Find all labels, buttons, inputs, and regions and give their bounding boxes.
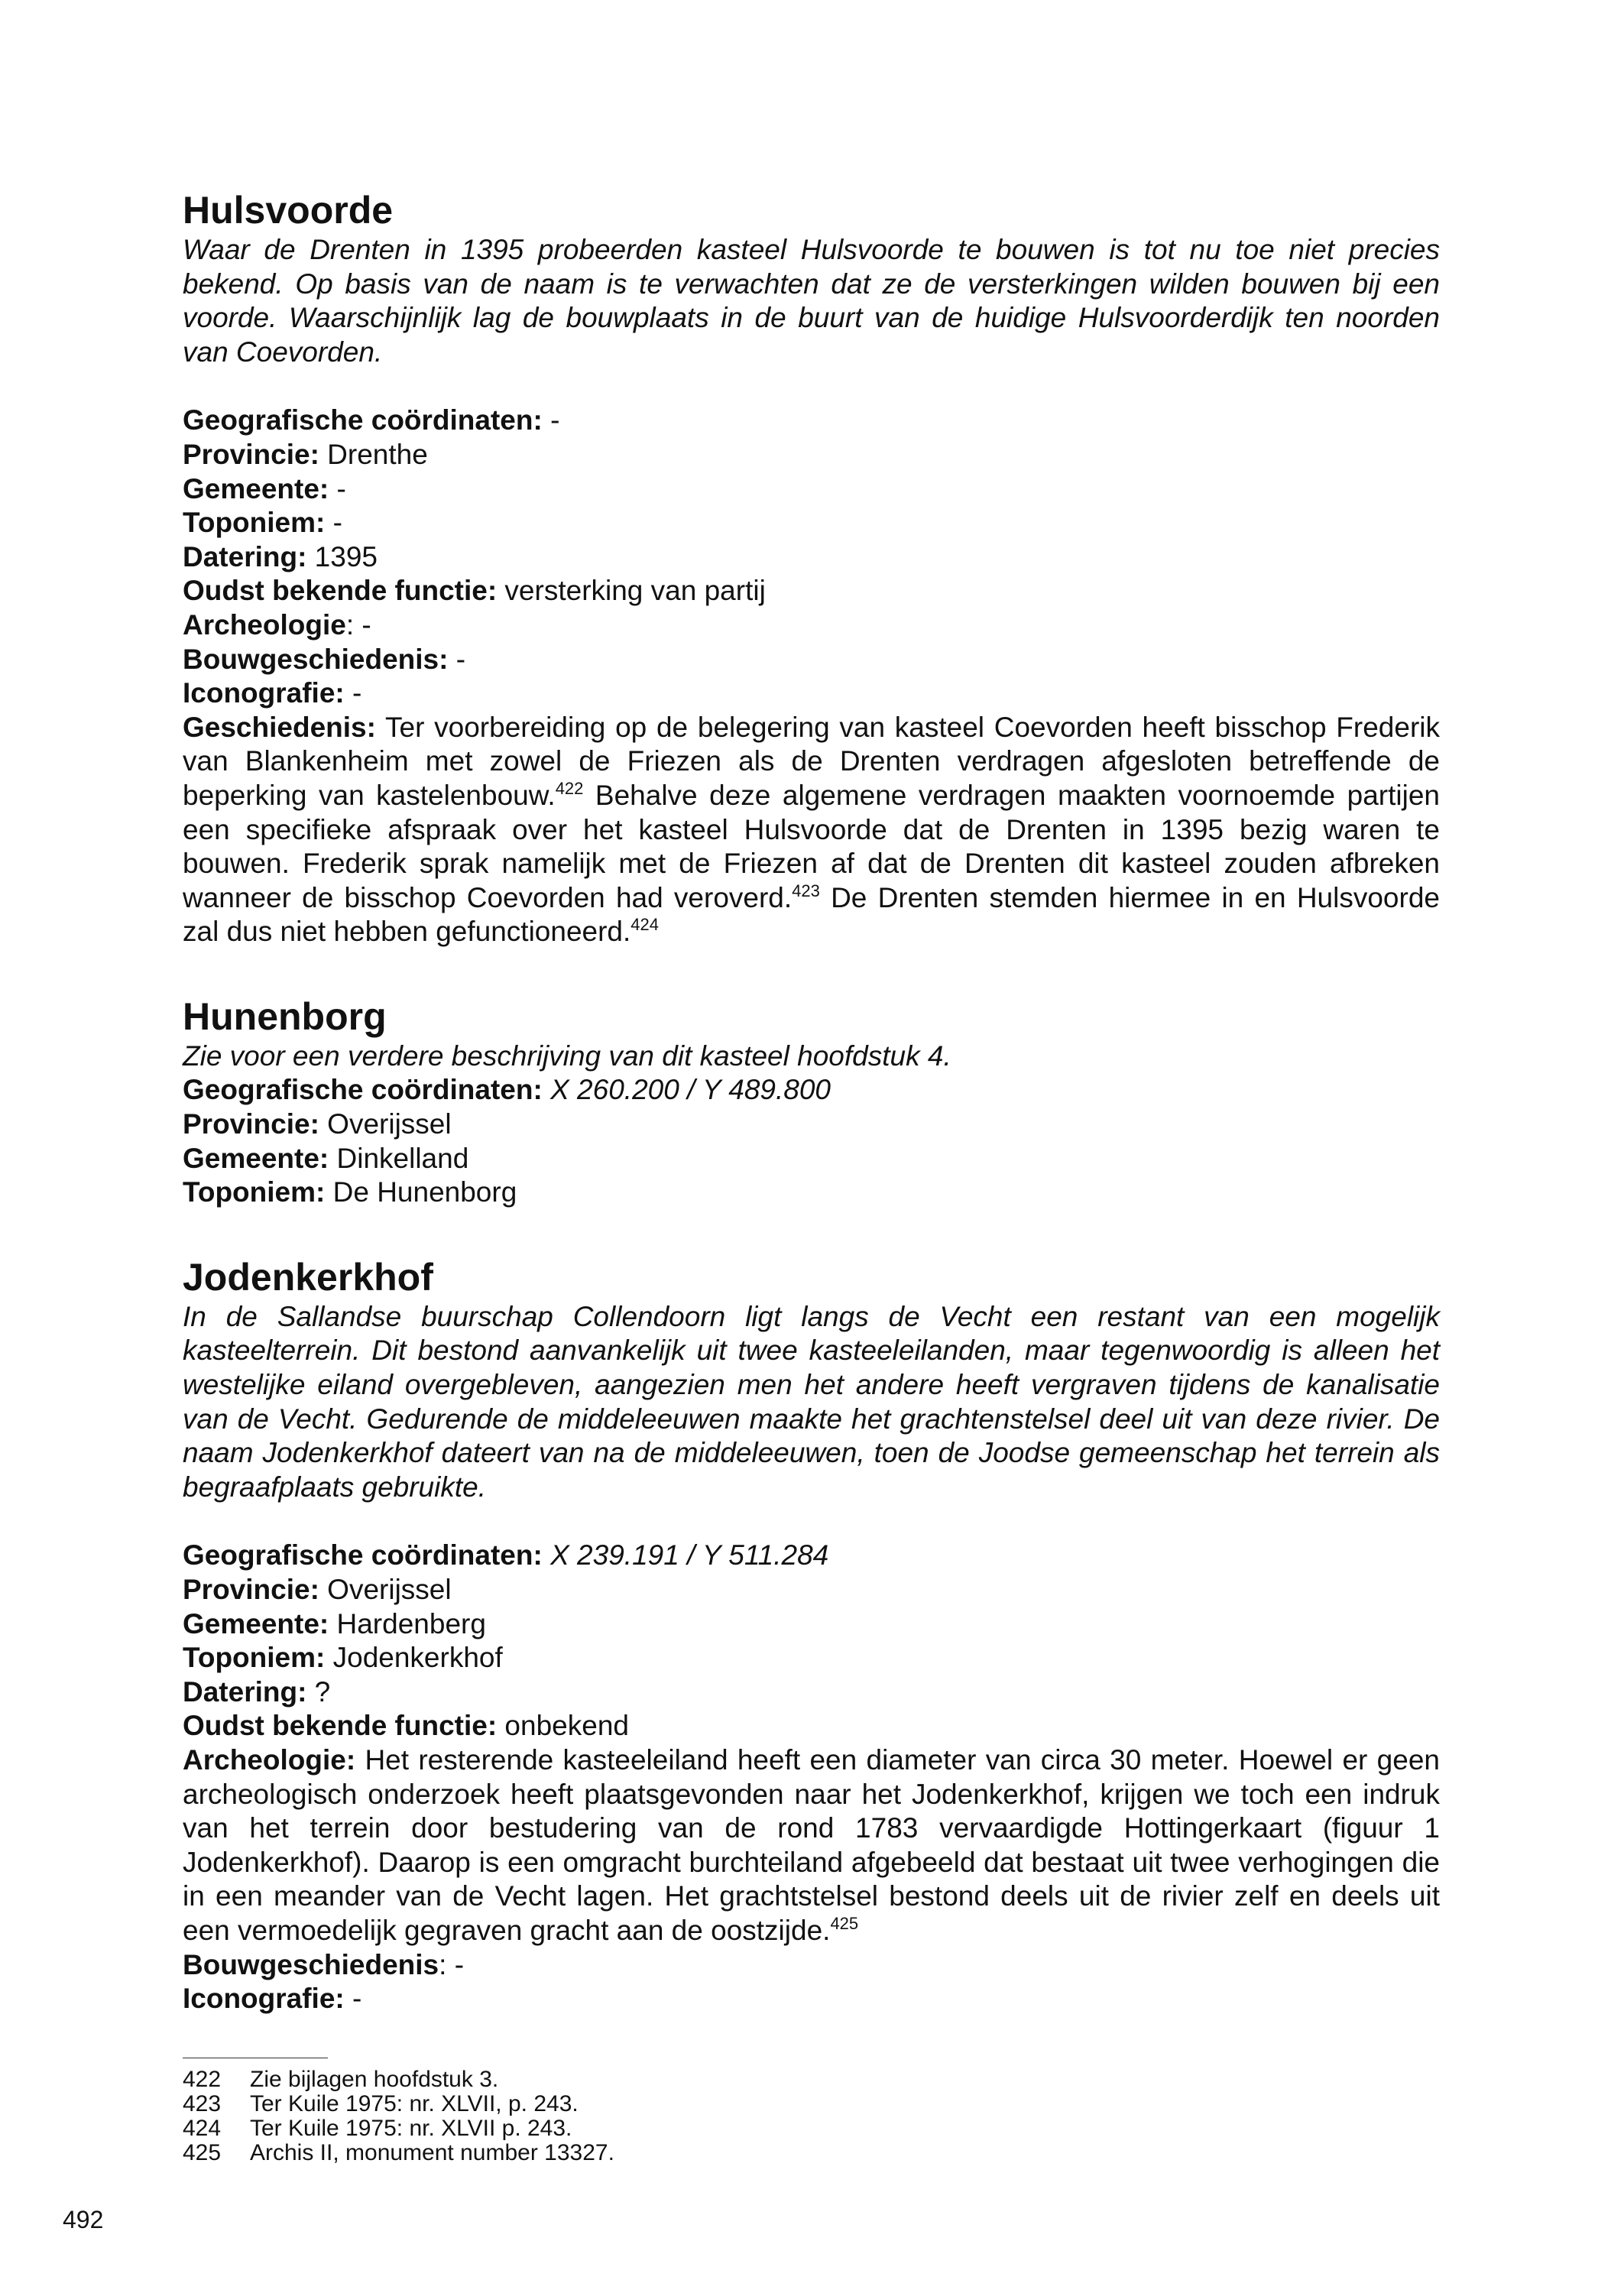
footnote-ref[interactable]: 422 xyxy=(555,778,584,798)
entry-intro: Waar de Drenten in 1395 probeerden kasteel Hulsvoorde te bouwen is tot nu toe niet precies bekend. Op basis van de naam is te verwachten dat ze de versterkingen wilden bouwen bij een voorde. Waarschijnlijk lag de bouwplaats in de buurt van de huidige Hulsvoorderdijk ten noorden van Coevorden. xyxy=(183,234,1440,368)
field-functie: Oudst bekende functie: onbekend xyxy=(183,1710,629,1742)
page-body xyxy=(183,187,1440,2016)
field-provincie: Provincie: Overijssel xyxy=(183,1108,452,1140)
footnote-item: 424 Ter Kuile 1975: nr. XLVII p. 243. xyxy=(183,2116,572,2141)
field-coordinates: Geografische coördinaten: X 260.200 / Y 489.800 xyxy=(183,1074,831,1106)
field-bouwgeschiedenis: Bouwgeschiedenis: - xyxy=(183,643,466,675)
field-archeologie: Archeologie: Het resterende kasteeleiland heeft een diameter van circa 30 meter. Hoewel er geen archeologisch onderzoek heeft plaatsgevonden naar het Jodenkerkhof, krijgen we toch een indruk van het terrein door bestudering van de rond 1783 vervaardigde Hottingerkaart (figuur 1 Jodenkerkhof). Daarop is een omgracht burchteiland afgebeeld dat bestaat uit twee verhogingen die in een meander van de Vecht lagen. Het grachtstelsel bestond deels uit de rivier zelf en deels uit een vermoedelijk gegraven gracht aan de oostzijde.$^{425}$ xyxy=(183,1743,1440,1946)
entry-intro: Zie voor een verdere beschrijving van dit kasteel hoofdstuk 4. xyxy=(183,1039,951,1072)
field-datering: Datering: ? xyxy=(183,1675,331,1708)
field-provincie: Provincie: Overijssel xyxy=(183,1574,452,1605)
field-toponiem: Toponiem: Jodenkerkhof xyxy=(183,1642,503,1674)
footnotes xyxy=(183,2058,1440,2165)
field-archeologie: Archeologie: - xyxy=(183,608,371,641)
entry-title: Hulsvoorde xyxy=(183,189,394,232)
footnote-ref[interactable]: 423 xyxy=(792,881,820,900)
entry-hunenborg xyxy=(183,994,1440,1210)
footnote-item: 423 Ter Kuile 1975: nr. XLVII, p. 243. xyxy=(183,2091,579,2116)
field-toponiem: Toponiem: De Hunenborg xyxy=(183,1176,517,1208)
entry-jodenkerkhof xyxy=(183,1254,1440,2016)
entry-intro: In de Sallandse buurschap Collendoorn ligt langs de Vecht een restant van een mogelijk kasteelterrein. Dit bestond aanvankelijk uit twee kasteeleilanden, maar tegenwoordig is alleen het westelijke eiland overgebleven, aangezien men het andere heeft vergraven tijdens de kanalisatie van de Vecht. Gedurende de middeleeuwen maakte het grachtenstelsel deel uit van deze rivier. De naam Jodenkerkhof dateert van na de middeleeuwen, toen de Joodse gemeenschap het terrein als begraafplaats gebruikte. xyxy=(183,1300,1440,1503)
field-coordinates: Geografische coördinaten: - xyxy=(183,404,560,436)
field-gemeente: Gemeente: Hardenberg xyxy=(183,1607,486,1639)
field-iconografie: Iconografie: - xyxy=(183,677,362,709)
field-datering: Datering: 1395 xyxy=(183,540,378,572)
entry-hulsvoorde xyxy=(183,187,1440,949)
footnote-ref[interactable]: 425 xyxy=(830,1913,859,1933)
field-gemeente: Gemeente: - xyxy=(183,472,346,504)
field-functie: Oudst bekende functie: versterking van partij xyxy=(183,575,766,607)
page-number: 492 xyxy=(63,2206,104,2233)
field-iconografie: Iconografie: - xyxy=(183,1983,362,2015)
field-bouwgeschiedenis: Bouwgeschiedenis: - xyxy=(183,1948,465,1980)
field-geschiedenis: Geschiedenis: Ter voorbereiding op de belegering van kasteel Coevorden heeft bisschop Frederik van Blankenheim met zowel de Friezen als de Drenten verdragen afgesloten betreffende de beperking van kastelenbouw.$^{422}$ Behalve deze algemene verdragen maakten voornoemde partijen een specifieke afspraak over het kasteel Hulsvoorde dat de Drenten in 1395 bezig waren te bouwen. Frederik sprak namelijk met de Friezen af dat de Drenten dit kasteel zouden afbreken wanneer de bisschop Coevorden had veroverd.$^{423}$ De Drenten stemden hiermee in en Hulsvoorde zal dus niet hebben gefunctioneerd.$^{424}$ xyxy=(183,711,1440,948)
footnote-ref[interactable]: 424 xyxy=(630,915,659,935)
entry-title: Jodenkerkhof xyxy=(183,1255,433,1299)
field-provincie: Provincie: Drenthe xyxy=(183,438,428,470)
footnote-item: 422 Zie bijlagen hoofdstuk 3. xyxy=(183,2067,499,2092)
footnote-item: 425 Archis II, monument number 13327. xyxy=(183,2140,614,2165)
entry-title: Hunenborg xyxy=(183,994,387,1038)
field-toponiem: Toponiem: - xyxy=(183,507,342,539)
field-gemeente: Gemeente: Dinkelland xyxy=(183,1142,469,1174)
field-coordinates: Geografische coördinaten: X 239.191 / Y 511.284 xyxy=(183,1539,829,1571)
